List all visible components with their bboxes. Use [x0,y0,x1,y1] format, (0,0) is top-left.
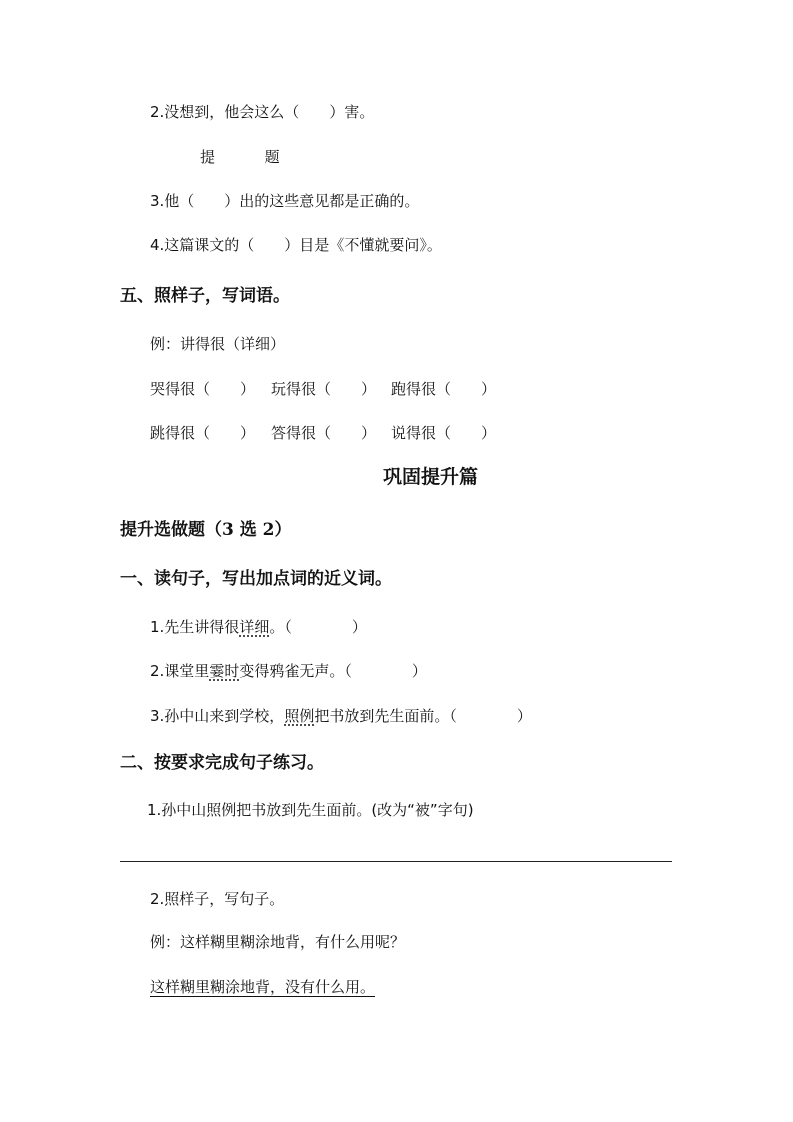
question-4-2: 2.没想到，他会这么（ ）害。 [150,103,375,121]
sentence-3-before: 3.孙中山来到学校， [150,707,285,725]
sentence-1-dotted-word: 详细 [239,618,270,636]
word-choice-ti-topic: 题 [264,148,280,166]
part-two-question-2: 2.照样子，写句子。 [150,890,285,908]
part-one-sentence-2 [150,660,427,682]
sentence-2-after: 变得鸦雀无声。（ ） [239,662,427,680]
word-choice-row [200,146,280,168]
optional-heading: 提升选做题（3 选 2） [120,520,292,540]
part-5-item-3: 跑得很（ ） [391,380,497,398]
sentence-2-dotted-word: 霎时 [209,662,240,680]
part-two-answer: 这样糊里糊涂地背，没有什么用。 [150,978,376,996]
part-5-item-6: 说得很（ ） [391,424,497,442]
part-one-heading: 一、读句子，写出加点词的近义词。 [120,569,392,589]
part-5-item-1: 哭得很（ ） [150,380,256,398]
part-5-item-2: 玩得很（ ） [271,380,377,398]
part-5-item-4: 跳得很（ ） [150,424,256,442]
sentence-1-before: 1.先生讲得很 [150,618,240,636]
part-two-heading: 二、按要求完成句子练习。 [120,753,324,773]
part-5-example: 例：讲得很（详细） [150,335,286,353]
sentence-3-dotted-word: 照例 [284,707,315,725]
answer-line[interactable] [120,861,672,862]
sentence-2-before: 2.课堂里 [150,662,210,680]
sentence-3-after: 把书放到先生面前。（ ） [314,707,532,725]
section-title: 巩固提升篇 [383,466,479,488]
part-two-question-1: 1.孙中山照例把书放到先生面前。(改为“被”字句) [147,801,474,819]
question-4-4: 4.这篇课文的（ ）目是《不懂就要问》。 [150,236,442,254]
part-one-sentence-3 [150,705,532,727]
part-one-sentence-1 [150,616,367,638]
question-4-3: 3.他（ ）出的这些意见都是正确的。 [150,192,420,210]
part-5-heading: 五、照样子，写词语。 [120,286,290,306]
part-two-example: 例：这样糊里糊涂地背，有什么用呢？ [150,933,406,951]
word-choice-ti: 提 [200,148,216,166]
part-5-item-5: 答得很（ ） [271,424,377,442]
sentence-1-after: 。（ ） [269,618,367,636]
